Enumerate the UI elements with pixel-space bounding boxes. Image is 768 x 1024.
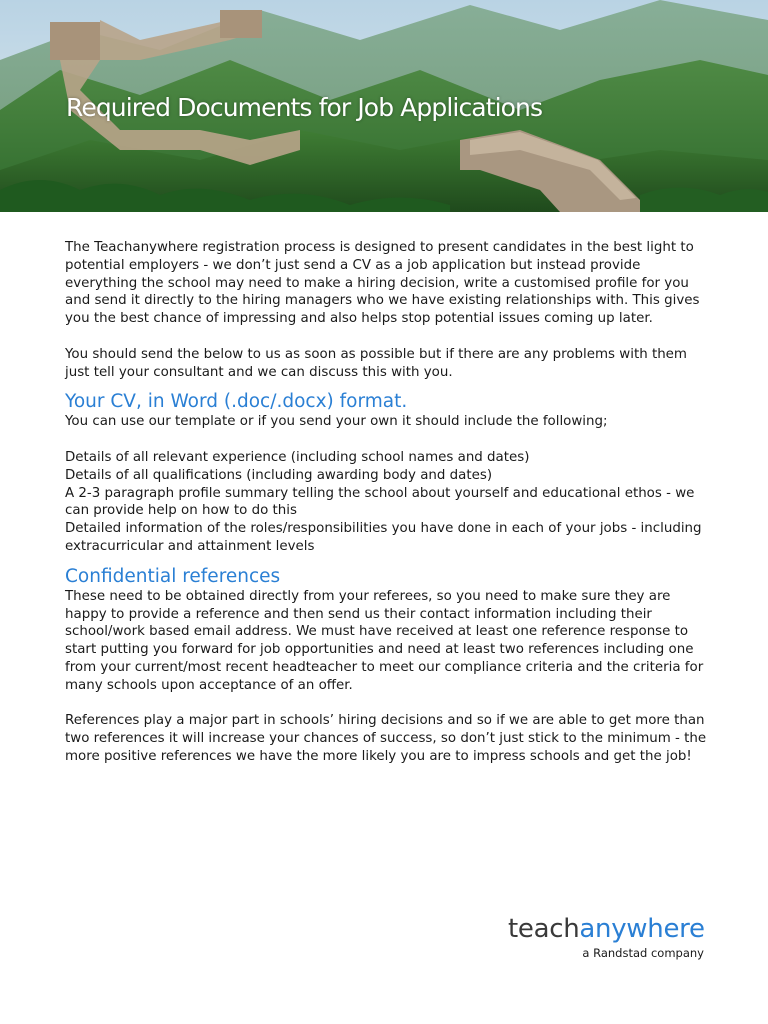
brand-name: teachanywhere	[508, 914, 705, 944]
list-item: Details of all qualifications (including awarding body and dates)	[65, 467, 493, 483]
list-item: Detailed information of the roles/responsibilities you have done in each of your jobs - including extracurricular and attainment levels	[65, 521, 702, 554]
intro-paragraph: The Teachanywhere registration process is designed to present candidates in the best light to potential employers - we don’t just send a CV as a job application but instead provide everything the school may need to make a hiring decision, write a customised profile for you and send it directly to the hiring managers who we have existing relationships with. This gives you the best chance of impressing and also helps stop potential issues coming up later.	[65, 240, 700, 327]
cv-requirements-list	[65, 449, 707, 556]
header-banner	[0, 0, 768, 212]
teachanywhere-logo	[508, 914, 704, 960]
references-paragraph: References play a major part in schools’ hiring decisions and so if we are able to get more than two references it will increase your chances of success, so don’t just stick to the minimum - the more positive references we have the more likely you are to impress schools and get the job!	[65, 713, 707, 764]
brand-tagline: a Randstad company	[582, 946, 704, 960]
list-item: A 2-3 paragraph profile summary telling the school about yourself and educational ethos - we can provide help on how to do this	[65, 485, 695, 519]
document-body	[65, 239, 707, 766]
page-title: Required Documents for Job Applications	[66, 93, 543, 122]
intro-paragraph: You should send the below to us as soon as possible but if there are any problems with them just tell your consultant and we can discuss this with you.	[65, 346, 687, 380]
references-paragraph: These need to be obtained directly from your referees, so you need to make sure they are happy to provide a reference and then send us their contact information including their school/work based email address. We must have received at least one reference response to start putting you forward for job opportunities and need at least two references including one from your current/most recent headteacher to meet our compliance criteria and the criteria for many schools upon acceptance of an offer.	[65, 588, 704, 693]
section-heading-cv: Your CV, in Word (.doc/.docx) format.	[65, 391, 408, 413]
section-heading-references: Confidential references	[65, 565, 281, 587]
cv-intro: You can use our template or if you send your own it should include the following;	[65, 414, 608, 430]
list-item: Details of all relevant experience (including school names and dates)	[65, 449, 530, 465]
